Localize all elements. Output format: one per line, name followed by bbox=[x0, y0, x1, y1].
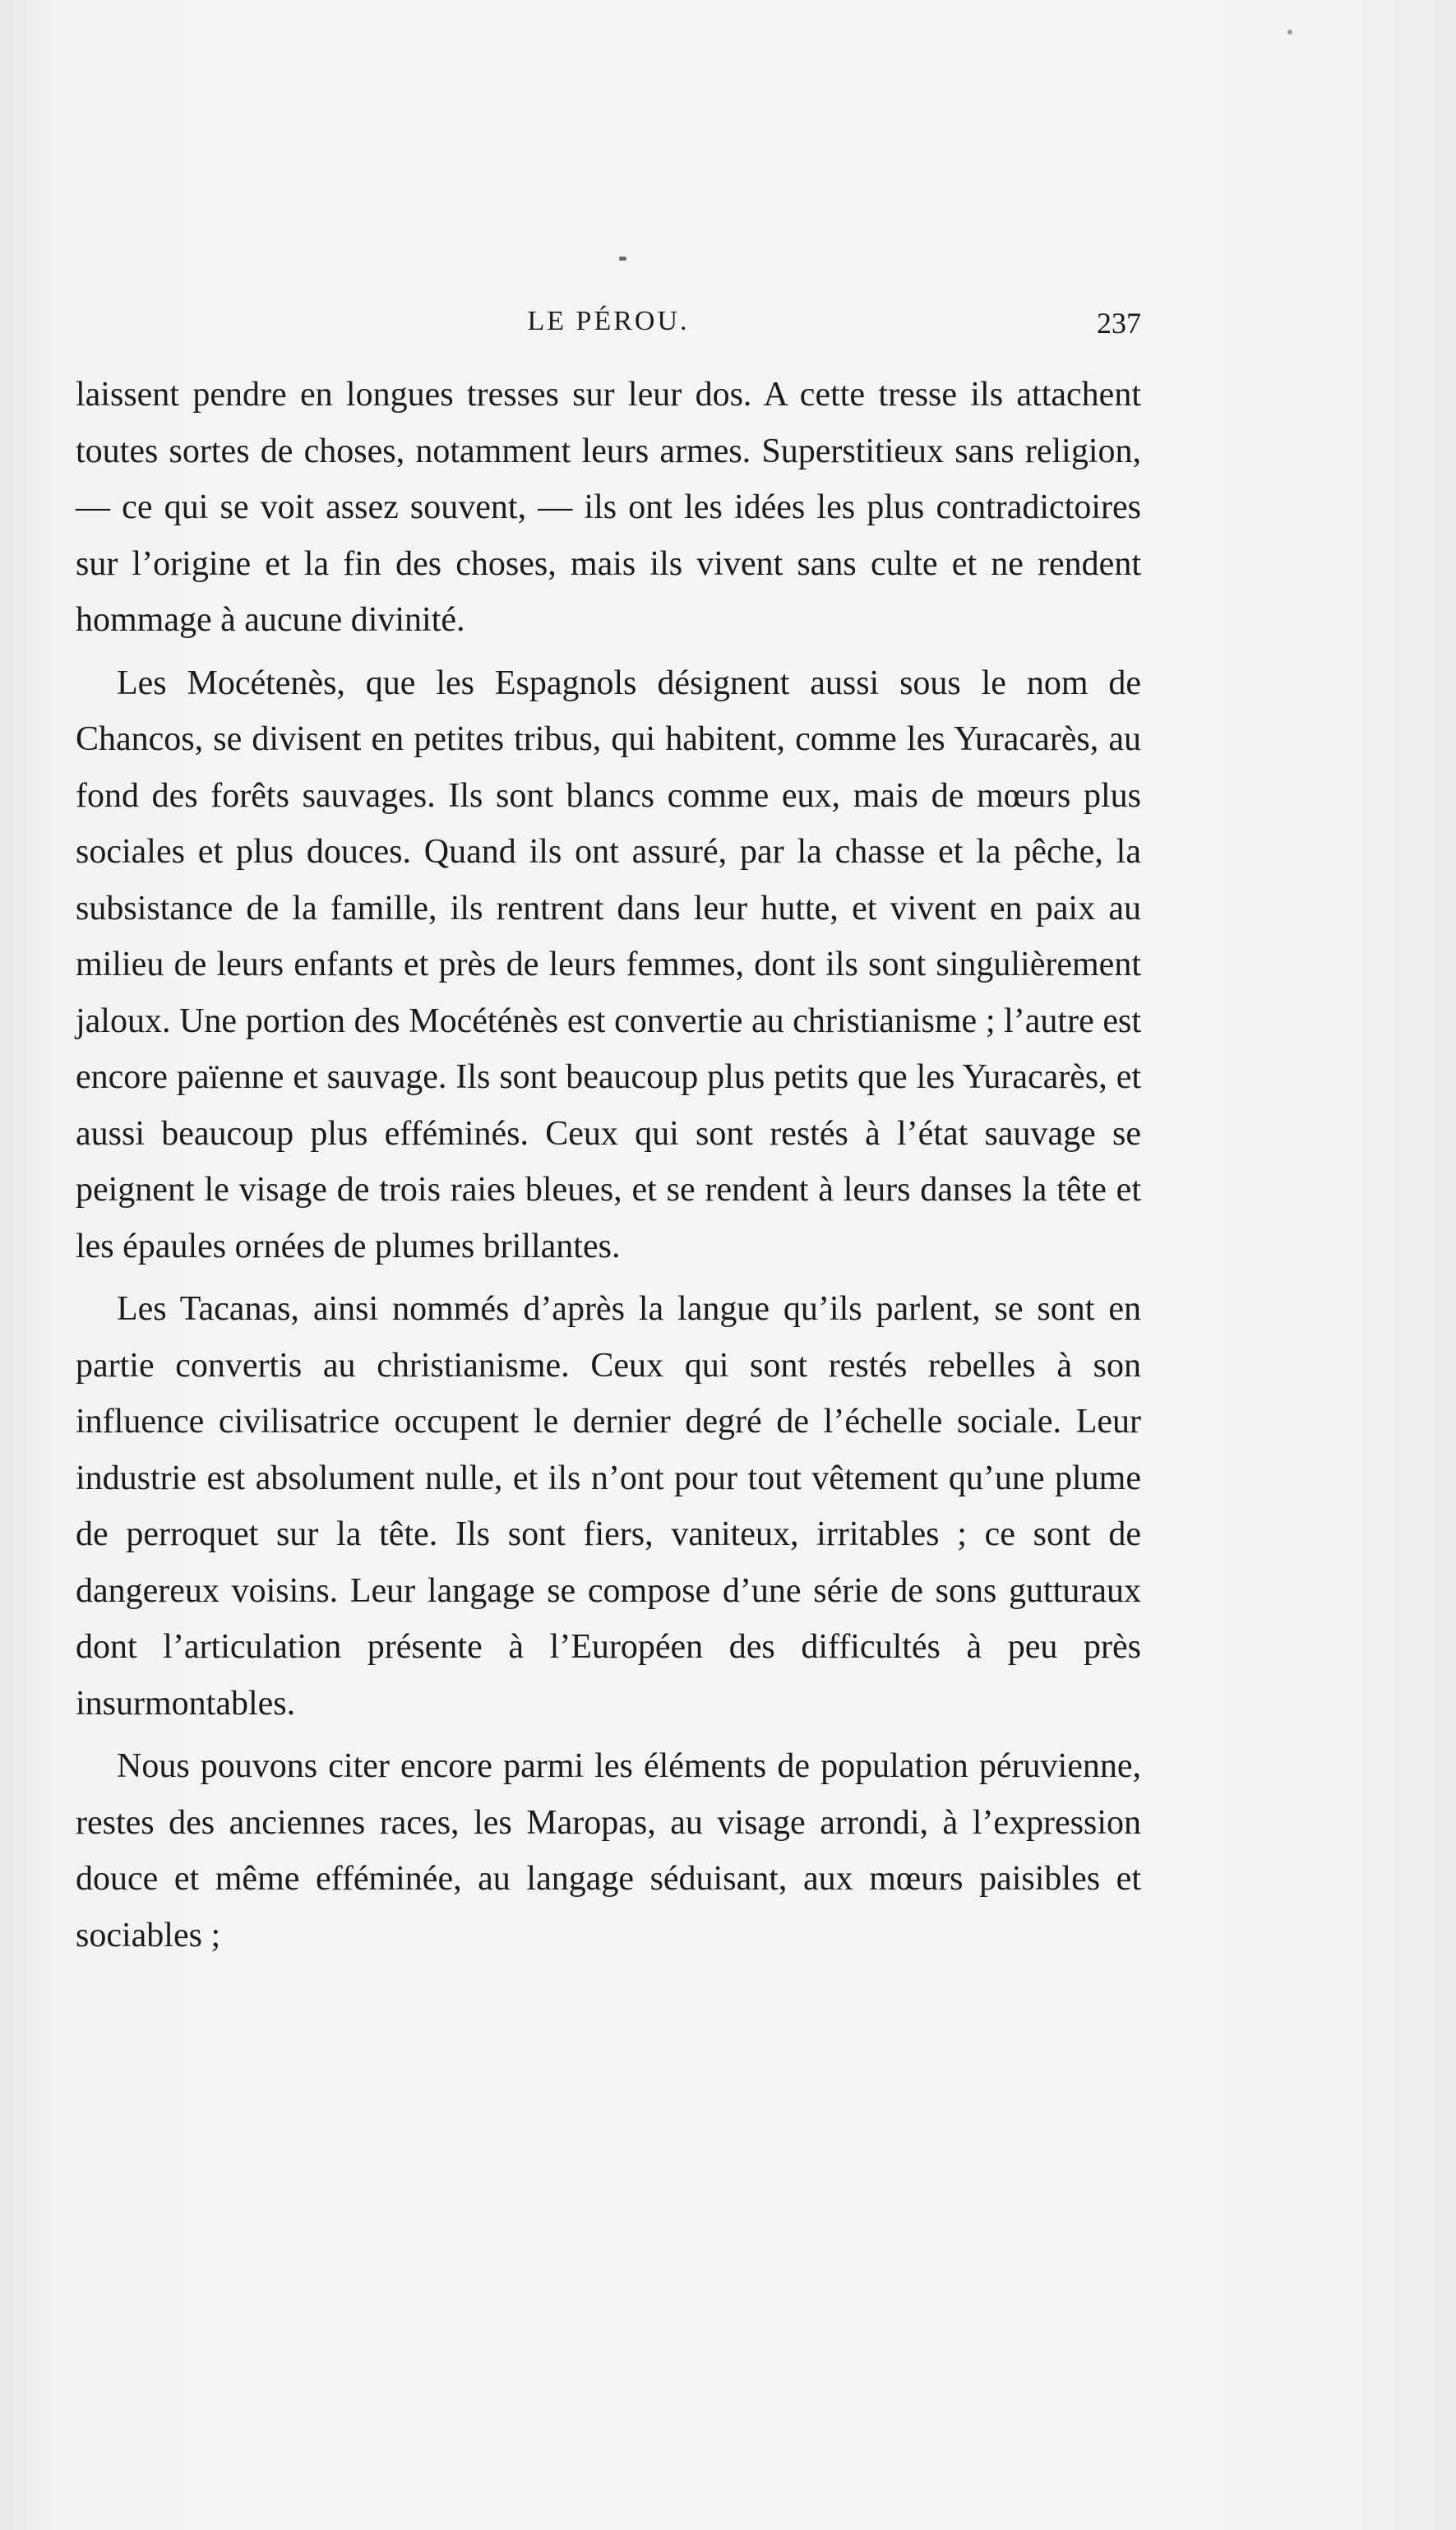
running-head bbox=[76, 306, 1141, 347]
paper-speck bbox=[619, 257, 626, 261]
paper-speck bbox=[1287, 30, 1292, 35]
paragraph-mocetenes: Les Mocétenès, que les Espagnols désignent aussi sous le nom de Chancos, se divisent en petites tribus, qui habitent, comme les Yuracarès, au fond des forêts sauvages. Ils sont blancs comme eux, mais de mœurs plus sociales et plus douces. Quand ils ont assuré, par la chasse et la pêche, la subsistance de la famille, ils rentrent dans leur hutte, et vivent en paix au milieu de leurs enfants et près de leurs femmes, dont ils sont singulièrement jaloux. Une portion des Mocéténès est convertie au christianisme ; l’autre est encore païenne et sauvage. Ils sont beaucoup plus petits que les Yuracarès, et aussi beaucoup plus efféminés. Ceux qui sont restés à l’état sauvage se peignent le visage de trois raies bleues, et se rendent à leurs danses la tête et les épaules ornées de plumes brillantes. bbox=[76, 664, 1141, 1265]
paragraph-maropas: Nous pouvons citer encore parmi les éléments de population péruvienne, restes des anciennes races, les Maropas, au visage arrondi, à l’expression douce et même efféminée, au langage séduisant, aux mœurs paisibles et sociables ; bbox=[76, 1747, 1141, 1954]
body-text bbox=[76, 367, 1141, 1970]
running-title: LE PÉROU. bbox=[527, 306, 690, 336]
paragraph-continuation: laissent pendre en longues tresses sur leur dos. A cette tresse ils attachent toutes sortes de choses, notamment leurs armes. Superstitieux sans religion, — ce qui se voit assez souvent, — ils ont les idées les plus contradictoires sur l’origine et la fin des choses, mais ils vivent sans culte et ne rendent hommage à aucune divinité. bbox=[76, 376, 1141, 639]
paragraph-tacanas: Les Tacanas, ainsi nommés d’après la langue qu’ils parlent, se sont en partie convertis au christianisme. Ceux qui sont restés rebelles à son influence civilisatrice occupent le dernier degré de l’échelle sociale. Leur industrie est absolument nulle, et ils n’ont pour tout vêtement qu’une plume de perroquet sur la tête. Ils sont fiers, vaniteux, irritables ; ce sont de dangereux voisins. Leur langage se compose d’une série de sons gutturaux dont l’articulation présente à l’Européen des difficultés à peu près insurmontables. bbox=[76, 1290, 1141, 1723]
page-number: 237 bbox=[1097, 307, 1141, 340]
